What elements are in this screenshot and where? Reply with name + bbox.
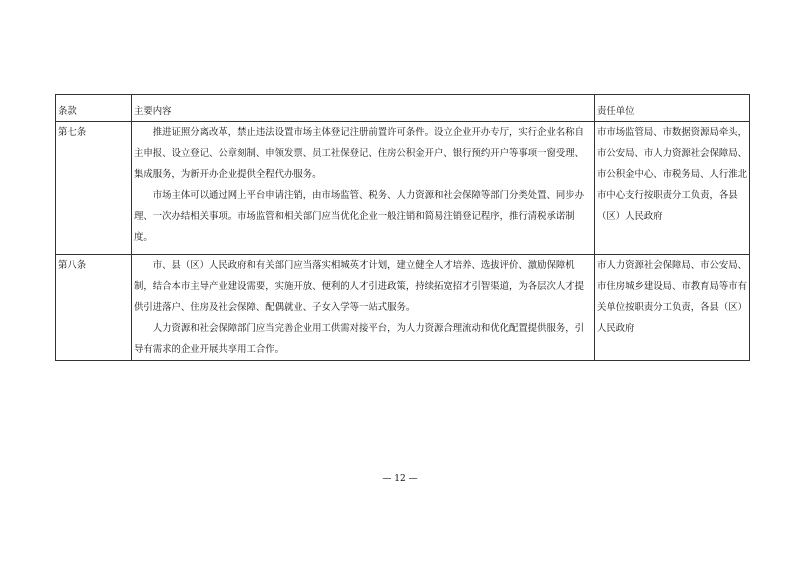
- responsible-cell: 市人力资源社会保障局、市公安局、市住房城乡建设局、市教育局等市有关单位按职责分工负责，各县（区）人民政府: [595, 255, 750, 361]
- content-paragraph: 推进证照分离改革，禁止违法设置市场主体登记注册前置许可条件。设立企业开办专厅，实行企业名称自主申报、设立登记、公章刻制、申领发票、员工社保登记、住房公积金开户、银行预约开户等事项一窗受理、集成服务，为新开办企业提供全程代办服务。: [134, 127, 585, 180]
- content-paragraph: 市、县（区）人民政府和有关部门应当落实相城英才计划，建立健全人才培养、选拔评价、激励保障机制，结合本市主导产业建设需要，实施开放、便利的人才引进政策，持续拓宽招才引智渠道，为各层次人才提供引进落户、住房及社会保障、配偶就业、子女入学等一站式服务。: [134, 260, 585, 313]
- policy-table: [55, 94, 750, 361]
- header-main-content: 主要内容: [132, 95, 595, 122]
- responsible-cell: 市市场监管局、市数据资源局牵头，市公安局、市人力资源社会保障局、市公积金中心、市税务局、人行淮北市中心支行按职责分工负责，各县（区）人民政府: [595, 122, 750, 255]
- clause-cell: 第八条: [56, 255, 132, 361]
- table-row: [56, 122, 750, 255]
- content-paragraph: 市场主体可以通过网上平台申请注销，由市场监管、税务、人力资源和社会保障等部门分类处置、同步办理、一次办结相关事项。市场监管和相关部门应当优化企业一般注销和简易注销登记程序，推行清税承诺制度。: [134, 190, 585, 243]
- clause-cell: 第七条: [56, 122, 132, 255]
- table-header-row: [56, 95, 750, 122]
- table-row: [56, 255, 750, 361]
- content-paragraph: 人力资源和社会保障部门应当完善企业用工供需对接平台，为人力资源合理流动和优化配置提供服务，引导有需求的企业开展共享用工合作。: [134, 323, 585, 355]
- content-cell: [132, 122, 595, 255]
- content-cell: [132, 255, 595, 361]
- header-responsible-unit: 责任单位: [595, 95, 750, 122]
- header-clause: 条款: [56, 95, 132, 122]
- page-number: — 12 —: [382, 474, 418, 484]
